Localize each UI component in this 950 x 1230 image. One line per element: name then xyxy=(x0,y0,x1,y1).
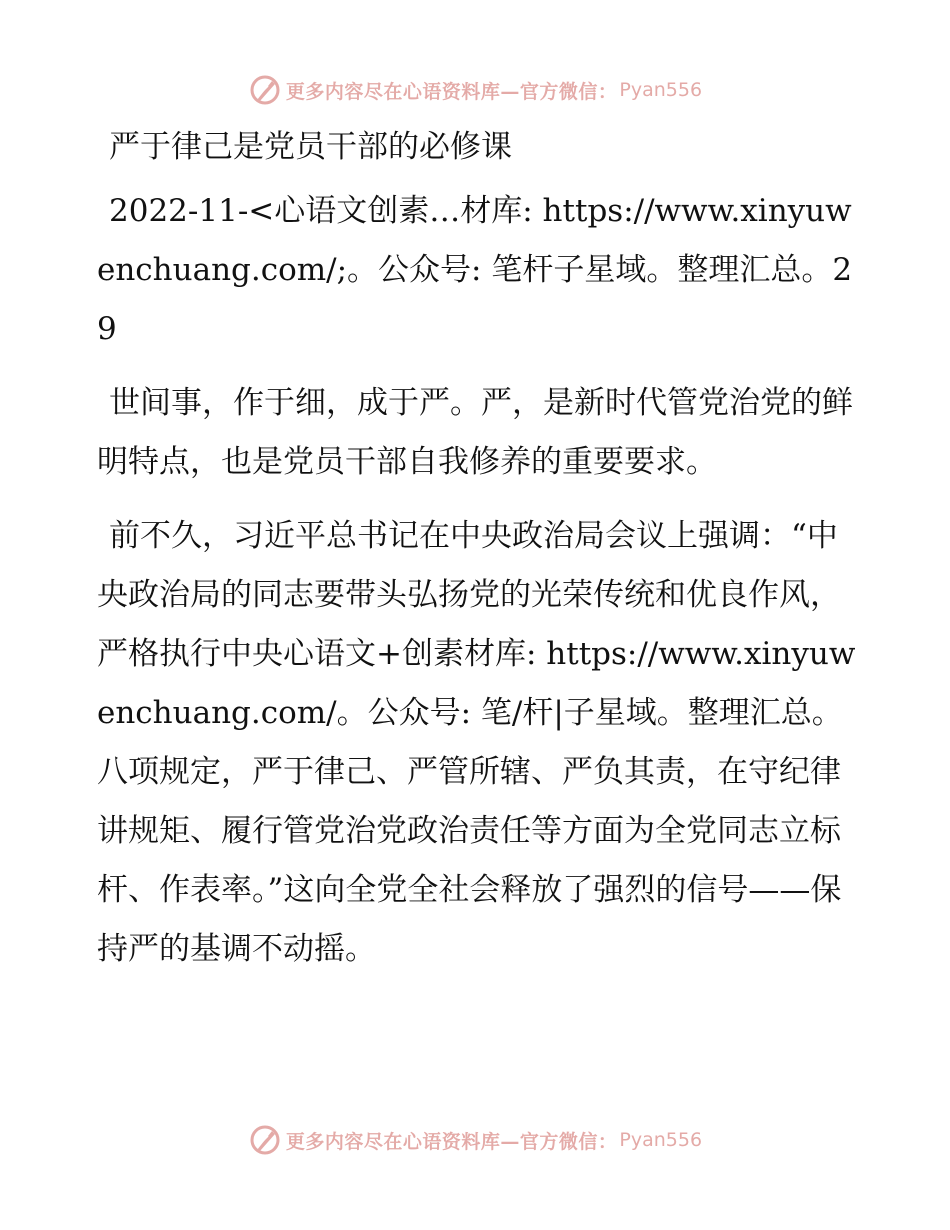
header-banner xyxy=(0,70,950,110)
banner-text: 更多内容尽在心语资料库—官方微信： xyxy=(285,1130,618,1153)
footer-banner xyxy=(0,1120,950,1160)
banner-account: Pyan556 xyxy=(619,79,703,101)
feather-pen-icon xyxy=(248,73,282,107)
banner-text: 更多内容尽在心语资料库—官方微信： xyxy=(285,80,618,103)
paragraph: 世间事，作于细，成于严。严，是新时代管党治党的鲜明特点，也是党员干部自我修养的重要要求。 xyxy=(97,385,853,480)
document-body xyxy=(97,122,857,994)
banner-account: Pyan556 xyxy=(619,1129,703,1151)
document-title: 严于律己是党员干部的必修课 xyxy=(109,129,512,165)
paragraph: 2022-11-<心语文创素…材库: https://www.xinyuwenchuang.com/;。公众号: 笔杆子星域。整理汇总。29 xyxy=(97,193,853,347)
paragraph: 前不久，习近平总书记在中央政治局会议上强调：“中央政治局的同志要带头弘扬党的光荣传统和优良作风，严格执行中央心语文+创素材库: https://www.xinyuwenchuang.com/。公众号: 笔/杆|子星域。整理汇总。八项规定，严于律己、严管所辖、严负其责，在守纪律讲规矩、履行管党治党政治责任等方面为全党同志立标杆、作表率。”这向全党全社会释放了强烈的信号——保持严的基调不动摇。 xyxy=(97,518,856,967)
feather-pen-icon xyxy=(248,1123,282,1157)
